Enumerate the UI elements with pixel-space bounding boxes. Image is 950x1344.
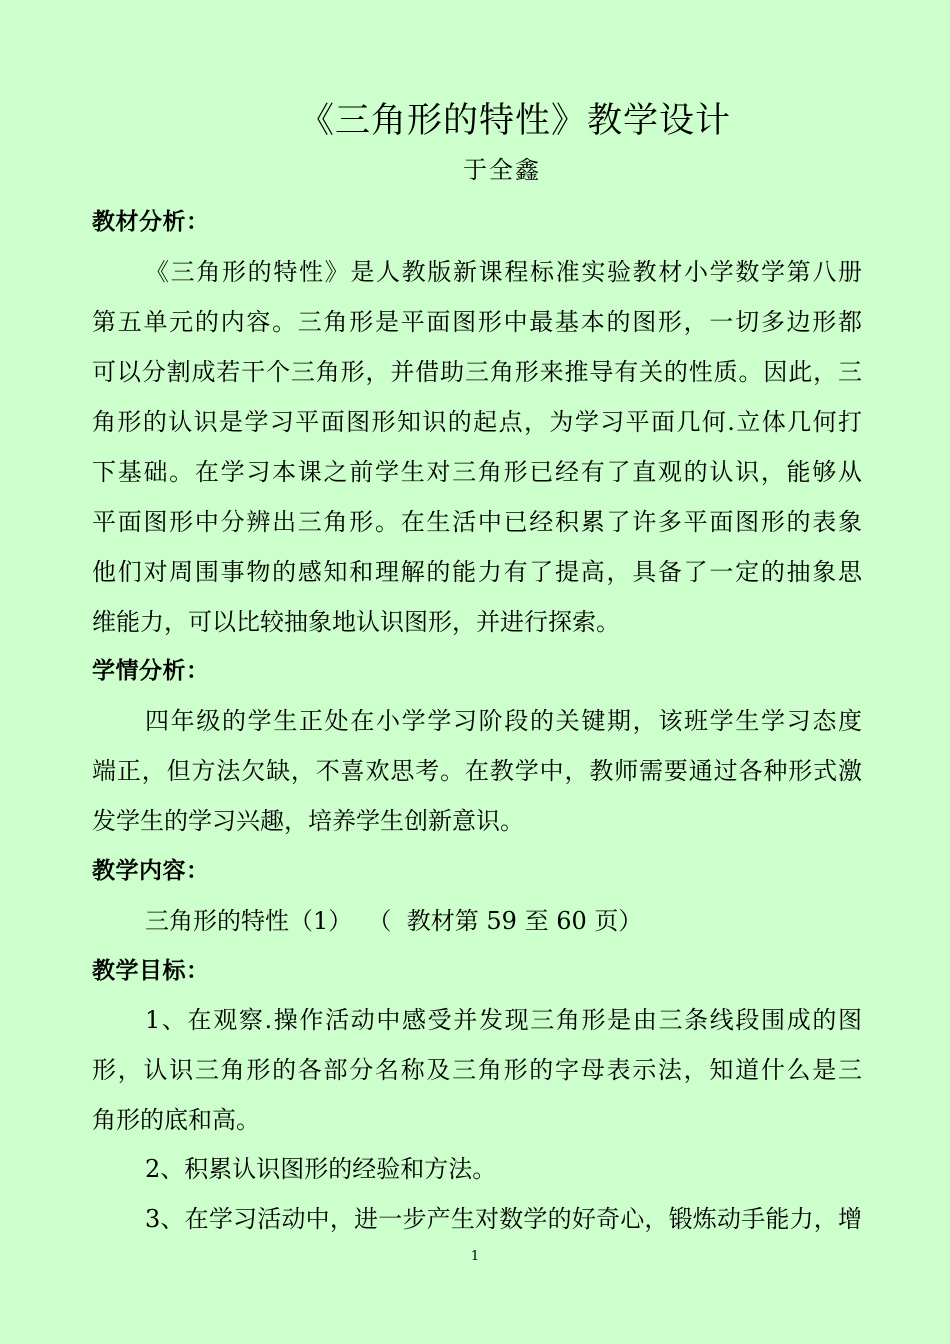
- document-title: 《三角形的特性》教学设计: [298, 101, 731, 141]
- paragraph-line: 《三角形的特性》是人教版新课程标准实验教材小学数学第八册: [145, 258, 862, 286]
- section-heading-goals: 教学目标：: [92, 958, 210, 984]
- paragraph-line: 1、在观察.操作活动中感受并发现三角形是由三条线段围成的图: [145, 1006, 862, 1034]
- paragraph-line: 平面图形中分辨出三角形。在生活中已经积累了许多平面图形的表象: [92, 508, 862, 536]
- section-heading-materials: 教材分析：: [92, 209, 210, 235]
- section-heading-students: 学情分析：: [92, 658, 210, 684]
- page-number: 1: [470, 1249, 480, 1264]
- document-author: 于全鑫: [463, 156, 541, 184]
- paragraph-line: 角形的认识是学习平面图形知识的起点，为学习平面几何.立体几何打: [92, 408, 862, 436]
- paragraph-line: 形，认识三角形的各部分名称及三角形的字母表示法，知道什么是三: [92, 1056, 862, 1084]
- section-heading-content: 教学内容：: [92, 858, 210, 884]
- paragraph-line: 端正，但方法欠缺，不喜欢思考。在教学中，教师需要通过各种形式激: [92, 757, 862, 785]
- paragraph-line: 可以分割成若干个三角形，并借助三角形来推导有关的性质。因此，三: [92, 358, 862, 386]
- paragraph-line: 维能力，可以比较抽象地认识图形，并进行探索。: [92, 608, 620, 636]
- paragraph-line: 第五单元的内容。三角形是平面图形中最基本的图形，一切多边形都: [92, 308, 862, 336]
- paragraph-line: 四年级的学生正处在小学学习阶段的关键期，该班学生学习态度: [145, 707, 862, 735]
- paragraph-line: 2、积累认识图形的经验和方法。: [145, 1155, 497, 1183]
- paragraph-line: 角形的底和高。: [92, 1106, 260, 1134]
- paragraph-line: 下基础。在学习本课之前学生对三角形已经有了直观的认识，能够从: [92, 458, 862, 486]
- paragraph-line: 3、在学习活动中，进一步产生对数学的好奇心，锻炼动手能力，增: [145, 1205, 862, 1233]
- paragraph-line: 三角形的特性（1） （ 教材第 59 至 60 页）: [145, 907, 643, 935]
- paragraph-line: 他们对周围事物的感知和理解的能力有了提高，具备了一定的抽象思: [92, 558, 862, 586]
- paragraph-line: 发学生的学习兴趣，培养学生创新意识。: [92, 807, 524, 835]
